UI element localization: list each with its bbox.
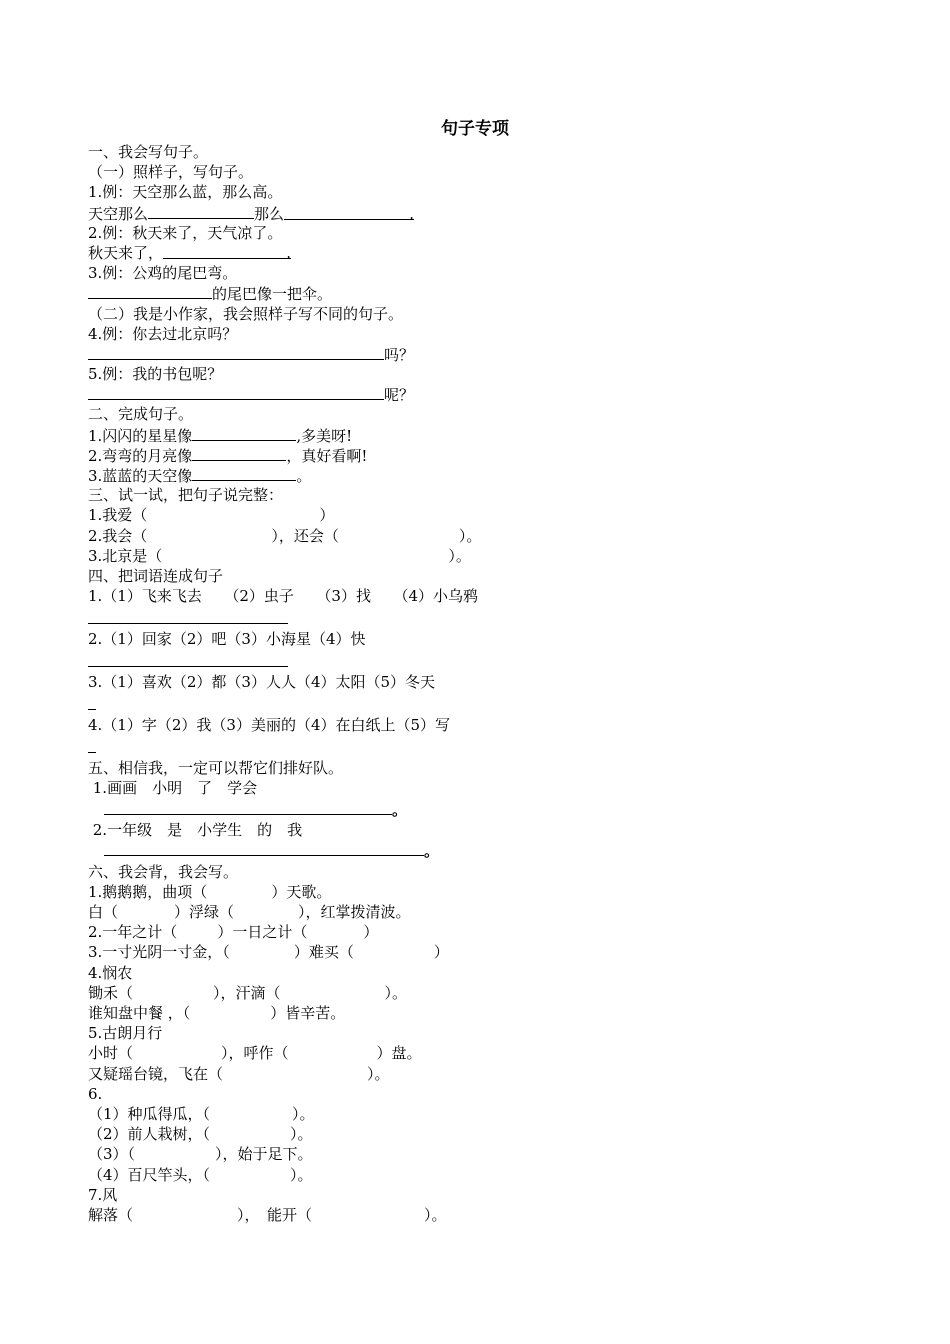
s6-q7-text-b: ）， 能开（ — [237, 1205, 313, 1224]
section-2-heading: 二、完成句子。 — [88, 405, 194, 424]
s3-q3-text-b: ）。 — [448, 546, 471, 565]
s1-q4-answer-line — [88, 344, 888, 364]
s5-q1-period: 。 — [392, 800, 408, 819]
s1-q3-example: 3.例：公鸡的尾巴弯。 — [88, 264, 238, 283]
s1-q2-example: 2.例：秋天来了，天气凉了。 — [88, 223, 283, 242]
s4-q4: 4.（1）字（2）我（3）美丽的（4）在白纸上（5）写 — [88, 716, 451, 735]
s4-q4-answer-line — [88, 737, 888, 759]
s6-q3-text-a: 3.一寸光阴一寸金，（ — [88, 943, 230, 962]
s6-q6-3-text-b: ），始于足下。 — [215, 1145, 313, 1164]
s6-q6-title: 6. — [88, 1084, 103, 1103]
s6-q6-3 — [88, 1144, 888, 1164]
s2-q1-text-a: 1.闪闪的星星像 — [88, 426, 193, 445]
s6-q6-2 — [88, 1124, 888, 1144]
s3-q2-text-a: 2.我会（ — [88, 526, 148, 545]
s2-q3-text-a: 3.蓝蓝的天空像 — [88, 467, 193, 485]
s6-q1-line1 — [88, 882, 888, 902]
s4-q3: 3.（1）喜欢（2）都（3）人人（4）太阳（5）冬天 — [88, 673, 436, 692]
s6-q5-title: 5.古朗月行 — [88, 1024, 163, 1043]
section-1-sub2: （二）我是小作家，我会照样子写不同的句子。 — [88, 304, 404, 323]
s4-q2: 2.（1）回家（2）吧（3）小海星（4）快 — [88, 630, 366, 649]
section-6-heading: 六、我会背，我会写。 — [88, 862, 239, 881]
s3-q2-text-c: ）。 — [458, 526, 482, 545]
s1-q1-answer-line — [88, 203, 888, 223]
s6-q7-text-a: 解落（ — [88, 1205, 134, 1224]
s1-q1-text-a: 天空那么 — [88, 204, 149, 223]
s5-q1: 1.画画 小明 了 学会 — [88, 779, 258, 798]
s1-q5-end: 呢？ — [384, 386, 415, 405]
s1-q2-answer-line — [88, 243, 888, 263]
answer-blank[interactable] — [88, 694, 96, 710]
s6-q7-title: 7.风 — [88, 1185, 118, 1204]
s2-q3 — [88, 465, 888, 485]
s6-q2-text-a: 2.一年之计（ — [88, 923, 178, 942]
answer-blank[interactable] — [88, 344, 384, 360]
section-1-sub1: （一）照样子，写句子。 — [88, 163, 254, 182]
s6-q1-text-d: ）浮绿（ — [174, 903, 235, 922]
worksheet — [88, 116, 888, 1225]
s6-q5-text-e: ）。 — [367, 1064, 390, 1083]
s1-q4-end: 吗？ — [384, 345, 415, 364]
s6-q6-1-text-a: （1）种瓜得瓜，（ — [88, 1104, 211, 1123]
s1-q3-answer-line — [88, 283, 888, 303]
s6-q5-text-c: ）盘。 — [376, 1044, 422, 1063]
s3-q1-text-b: ） — [319, 506, 335, 525]
section-4-heading: 四、把词语连成句子 — [88, 566, 224, 585]
answer-blank[interactable] — [88, 737, 96, 753]
s3-q3 — [88, 546, 888, 566]
s3-q1 — [88, 505, 888, 525]
s6-q6-4 — [88, 1165, 888, 1185]
s6-q1-line2 — [88, 902, 888, 922]
s6-q5-text-b: ），呼作（ — [221, 1044, 289, 1063]
page-title: 句子专项 — [441, 119, 509, 139]
s4-q2-answer-line — [88, 651, 888, 673]
s6-q7-line — [88, 1205, 888, 1225]
s6-q5-text-a: 小时（ — [88, 1044, 134, 1063]
s1-q2-text-a: 秋天来了， — [88, 243, 164, 262]
s6-q6-2-text-a: （2）前人栽树，（ — [88, 1125, 211, 1144]
s6-q6-1 — [88, 1104, 888, 1124]
s6-q5-line2 — [88, 1064, 888, 1084]
s6-q3-text-b: ）难买（ — [293, 943, 354, 962]
s3-q3-text-a: 3.北京是（ — [88, 546, 163, 565]
s6-q6-3-text-a: （3）（ — [88, 1145, 136, 1164]
s5-q2-answer-line — [88, 840, 888, 862]
s6-q3-text-c: ） — [433, 943, 449, 962]
s3-q1-text-a: 1.我爱（ — [88, 506, 148, 525]
answer-blank[interactable] — [148, 203, 254, 219]
s5-q1-answer-line — [88, 799, 888, 821]
s1-q3-text-b: 的尾巴像一把伞。 — [212, 285, 333, 304]
s1-q5-example: 5.例：我的书包呢？ — [88, 365, 223, 384]
s6-q5-line1 — [88, 1043, 888, 1063]
s1-q1-example: 1.例：天空那么蓝，那么高。 — [88, 183, 283, 202]
answer-blank[interactable] — [88, 283, 212, 299]
s6-q2-text-c: ） — [363, 923, 379, 942]
s6-q4-text-a: 锄禾（ — [88, 983, 134, 1002]
s6-q4-line2 — [88, 1003, 888, 1023]
s1-q1-text-b: 那么 — [254, 204, 285, 223]
answer-blank[interactable] — [88, 384, 384, 400]
s6-q4-line1 — [88, 983, 888, 1003]
s3-q2-text-b: ），还会（ — [271, 526, 339, 545]
s4-q1-answer-line — [88, 608, 888, 630]
s6-q4-text-b: ），汗滴（ — [213, 983, 281, 1002]
s1-q4-example: 4.例：你去过北京吗？ — [88, 324, 238, 343]
section-5-heading: 五、相信我，一定可以帮它们排好队。 — [88, 759, 344, 778]
s2-q1 — [88, 425, 888, 445]
s3-q2 — [88, 526, 888, 546]
s4-q3-answer-line — [88, 694, 888, 716]
section-1-heading: 一、我会写句子。 — [88, 143, 209, 161]
s1-q1-end: . — [409, 204, 415, 223]
s6-q1-text-b: ）天歌。 — [271, 882, 332, 901]
answer-blank[interactable] — [104, 799, 392, 815]
s6-q2 — [88, 922, 888, 942]
answer-blank[interactable] — [163, 243, 292, 262]
s6-q7-text-c: ）。 — [424, 1205, 447, 1224]
s5-q2: 2.一年级 是 小学生 的 我 — [88, 821, 303, 839]
s6-q1-text-a: 1.鹅鹅鹅，曲项（ — [88, 882, 208, 901]
s6-q4-text-e: ）皆辛苦。 — [270, 1004, 346, 1022]
s6-q1-text-e: ），红掌拨清波。 — [298, 903, 411, 922]
s4-q1: 1.（1）飞来飞去 （2）虫子 （3）找 （4）小乌鸦 — [88, 587, 478, 606]
answer-blank[interactable] — [192, 425, 296, 441]
s2-q3-text-b: 。 — [296, 467, 312, 485]
answer-blank[interactable] — [284, 204, 415, 223]
s6-q4-text-c: ）。 — [384, 983, 408, 1002]
s6-q3 — [88, 942, 888, 962]
s6-q6-4-text-b: ）。 — [290, 1165, 313, 1184]
s5-q2-period: 。 — [424, 842, 440, 861]
s6-q2-text-b: ）一日之计（ — [217, 923, 308, 942]
answer-blank[interactable] — [192, 465, 296, 481]
s6-q1-text-c: 白（ — [88, 903, 119, 922]
answer-blank[interactable] — [192, 445, 286, 461]
s6-q4-title: 4.悯农 — [88, 963, 133, 982]
s2-q1-text-b: ,多美呀! — [296, 426, 353, 445]
answer-blank[interactable] — [88, 651, 288, 667]
s2-q2 — [88, 445, 888, 465]
s6-q6-1-text-b: ）。 — [292, 1104, 315, 1123]
s1-q5-answer-line — [88, 384, 888, 404]
s6-q6-2-text-b: ）。 — [290, 1125, 313, 1144]
s2-q2-text-b: ，真好看啊! — [286, 446, 368, 465]
s6-q5-text-d: 又疑瑶台镜，飞在（ — [88, 1064, 224, 1083]
answer-blank[interactable] — [104, 840, 424, 856]
answer-blank[interactable] — [88, 608, 288, 624]
section-3-heading: 三、试一试，把句子说完整： — [88, 486, 284, 505]
s1-q2-end: . — [286, 243, 292, 262]
s2-q2-text-a: 2.弯弯的月亮像 — [88, 446, 193, 465]
s6-q4-text-d: 谁知盘中餐 ，（ — [88, 1004, 191, 1022]
s6-q6-4-text-a: （4）百尺竿头，（ — [88, 1165, 211, 1184]
